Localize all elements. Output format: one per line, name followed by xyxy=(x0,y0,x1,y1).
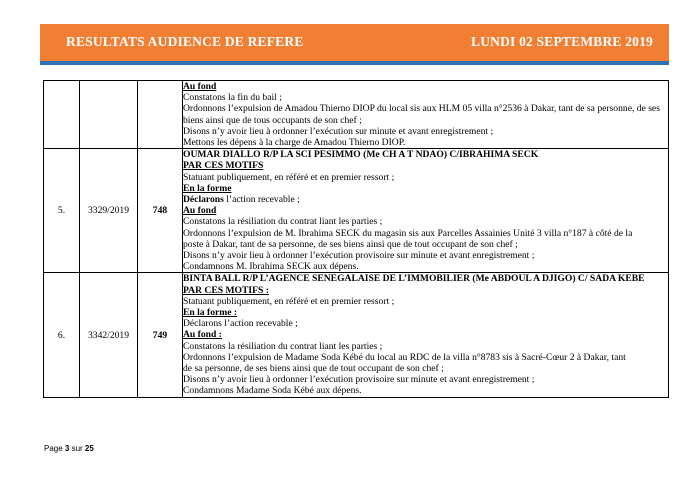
ruling-line: Constatons la fin du bail ; xyxy=(183,92,282,104)
results-table xyxy=(43,80,669,398)
ruling-line: En la forme xyxy=(183,182,232,194)
ruling-line: OUMAR DIALLO R/P LA SCI PESIMMO (Me CH A T NDAO) C/IBRAHIMA SECK xyxy=(183,149,539,161)
ruling-line: Au fond xyxy=(183,205,217,217)
ruling-line: Au fond xyxy=(183,81,217,92)
ruling-line: Disons n’y avoir lieu à ordonner l’exécution sur minute et avant enregistrement ; xyxy=(183,125,494,137)
row-number: 5. xyxy=(44,149,80,273)
table-row xyxy=(44,149,669,273)
ruling-text xyxy=(183,149,669,273)
ruling-text xyxy=(183,273,669,397)
ruling-line: Disons n’y avoir lieu à ordonner l’exécution provisoire sur minute et avant enregistrement ; xyxy=(183,250,535,262)
footer-middle: sur xyxy=(69,444,85,453)
footer-page-number: 3 xyxy=(64,444,70,453)
ruling-line: Disons n’y avoir lieu à ordonner l’exécution provisoire sur minute et avant enregistrement ; xyxy=(183,374,535,386)
ruling-line: Condamnons Madame Soda Kébé aux dépens. xyxy=(183,385,362,397)
footer-page-total: 25 xyxy=(84,444,94,453)
results-body xyxy=(44,81,669,398)
case-reference: 3342/2019 xyxy=(80,273,138,397)
document-title: RESULTATS AUDIENCE DE REFERE xyxy=(66,34,304,49)
ruling-line: Ordonnons l’expulsion de Amadou Thierno DIOP du local sis aux HLM 05 villa n°2536 à Dakar, tant de sa personne, de ses xyxy=(183,103,660,115)
hearing-date: LUNDI 02 SEPTEMBRE 2019 xyxy=(471,34,653,49)
ruling-line: de sa personne, de ses biens ainsi que de tout occupant de son chef ; xyxy=(183,363,444,375)
ruling-keyword: Déclarons xyxy=(183,194,224,206)
ruling-line: biens ainsi que de tous occupants de son chef ; xyxy=(183,114,362,126)
table-row xyxy=(44,81,669,149)
page-footer xyxy=(44,444,94,453)
ruling-line: Déclarons l’action recevable ; xyxy=(183,318,298,330)
ruling-line: Ordonnons l’expulsion de M. Ibrahima SECK du magasin sis aux Parcelles Assainies Unité 3 villa n°187 à côté de la xyxy=(183,227,633,239)
ruling-line: Constatons la résiliation du contrat liant les parties ; xyxy=(183,340,383,352)
ruling-line: poste à Dakar, tant de sa personne, de ses biens ainsi que de tout occupant de son chef ; xyxy=(183,238,518,250)
ruling-line: Ordonnons l’expulsion de Madame Soda Kébé du local au RDC de la villa n°8783 sis à Sacré-Cœur 2 à Dakar, tant xyxy=(183,351,626,363)
header-rule xyxy=(40,61,669,65)
ruling-line-text: l’action recevable ; xyxy=(223,194,300,206)
ruling-line: Condamnons M. Ibrahima SECK aux dépens. xyxy=(183,261,359,273)
row-number: 6. xyxy=(44,273,80,397)
ruling-line: PAR CES MOTIFS : xyxy=(183,284,269,296)
ruling-line: Statuant publiquement, en référé et en premier ressort ; xyxy=(183,295,395,307)
ruling-line: BINTA BALL R/P L’AGENCE SENEGALAISE DE L’IMMOBILIER (Me ABDOUL A DJIGO) C/ SADA KEBE xyxy=(183,273,645,285)
ruling-line: Mettons les dépens à la charge de Amadou Thierno DIOP. xyxy=(183,137,406,149)
row-number xyxy=(44,81,80,149)
ruling-line: Au fond : xyxy=(183,329,222,341)
footer-prefix: Page xyxy=(44,444,65,453)
ruling-line xyxy=(183,194,668,205)
ruling-line: En la forme : xyxy=(183,307,238,319)
ruling-line: Constatons la résiliation du contrat liant les parties ; xyxy=(183,216,383,228)
decision-number: 749 xyxy=(138,273,183,397)
ruling-line: Statuant publiquement, en référé et en premier ressort ; xyxy=(183,171,395,183)
decision-number: 748 xyxy=(138,149,183,273)
decision-number xyxy=(138,81,183,149)
ruling-text xyxy=(183,81,669,149)
header-banner xyxy=(40,24,669,61)
case-reference xyxy=(80,81,138,149)
table-row xyxy=(44,273,669,397)
ruling-line: PAR CES MOTIFS xyxy=(183,160,264,172)
case-reference: 3329/2019 xyxy=(80,149,138,273)
